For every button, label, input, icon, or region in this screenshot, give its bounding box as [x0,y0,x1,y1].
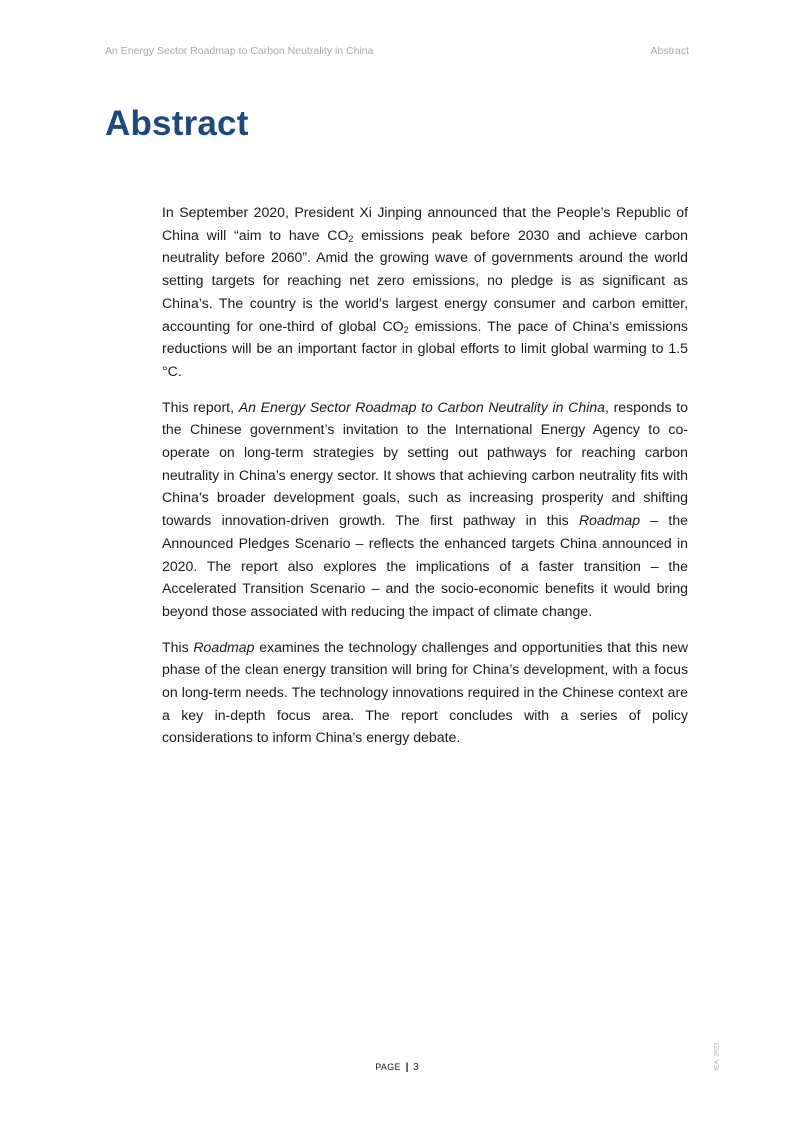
paragraph-1-text-b: emissions peak before 2030 and achieve carbon neutrality before 2060”. Amid the growing wave of governments around the world setting targets for reaching net zero emissions, no pledge is as significant as China’s. The country is the world’s largest energy consumer and carbon emitter, accounting for one-third of global CO [162,226,688,334]
paragraph-3 [162,636,688,750]
paragraph-1 [162,201,688,383]
running-header [105,45,689,61]
header-section-name: Abstract [650,45,689,57]
page-footer [0,1062,794,1073]
paragraph-2-text-b: , responds to the Chinese government’s invitation to the International Energy Agency to co-operate on long-term strategies by setting out pathways for reaching carbon neutrality in China’s energy sector. It shows that achieving carbon neutrality fits with China’s broader development goals, such as increasing prosperity and shifting towards innovation-driven growth. The first pathway in this [162,398,688,529]
roadmap-italic: Roadmap [193,638,255,655]
page-separator: | [405,1062,409,1073]
report-title-italic: An Energy Sector Roadmap to Carbon Neutrality in China [238,398,606,415]
copyright-text: IEA. 2021. [713,1040,721,1071]
page-number: 3 [413,1062,419,1073]
paragraph-3-text-a: This [162,638,194,655]
paragraph-1-text-c: emissions. The pace of China’s emissions reductions will be an important factor in global efforts to limit global warming to 1.5 °C. [162,317,688,379]
subscript-2: 2 [403,324,409,335]
paragraph-2-text-c: – the Announced Pledges Scenario – reflects the enhanced targets China announced in 2020. The report also explores the implications of a faster transition – the Accelerated Transition Scenario – and the socio-economic benefits it would bring beyond those associated with reducing the impact of climate change. [162,512,689,619]
abstract-body [162,201,688,762]
subscript-2: 2 [348,233,354,244]
roadmap-italic: Roadmap [578,512,641,529]
header-document-title: An Energy Sector Roadmap to Carbon Neutrality in China [105,45,374,57]
paragraph-2-text-a: This report, [162,398,239,415]
paragraph-2 [162,396,688,623]
paragraph-3-text-b: examines the technology challenges and opportunities that this new phase of the clean energy transition will bring for China’s development, with a focus on long-term needs. The technology innovations required in the Chinese context are a key in-depth focus area. The report concludes with a series of policy considerations to inform China’s energy debate. [162,638,688,746]
copyright-notice [700,1040,734,1074]
page-title: Abstract [105,104,249,143]
paragraph-1-text-a: In September 2020, President Xi Jinping announced that the People’s Republic of China will “aim to have CO [162,204,688,243]
page-label: PAGE [375,1062,401,1072]
